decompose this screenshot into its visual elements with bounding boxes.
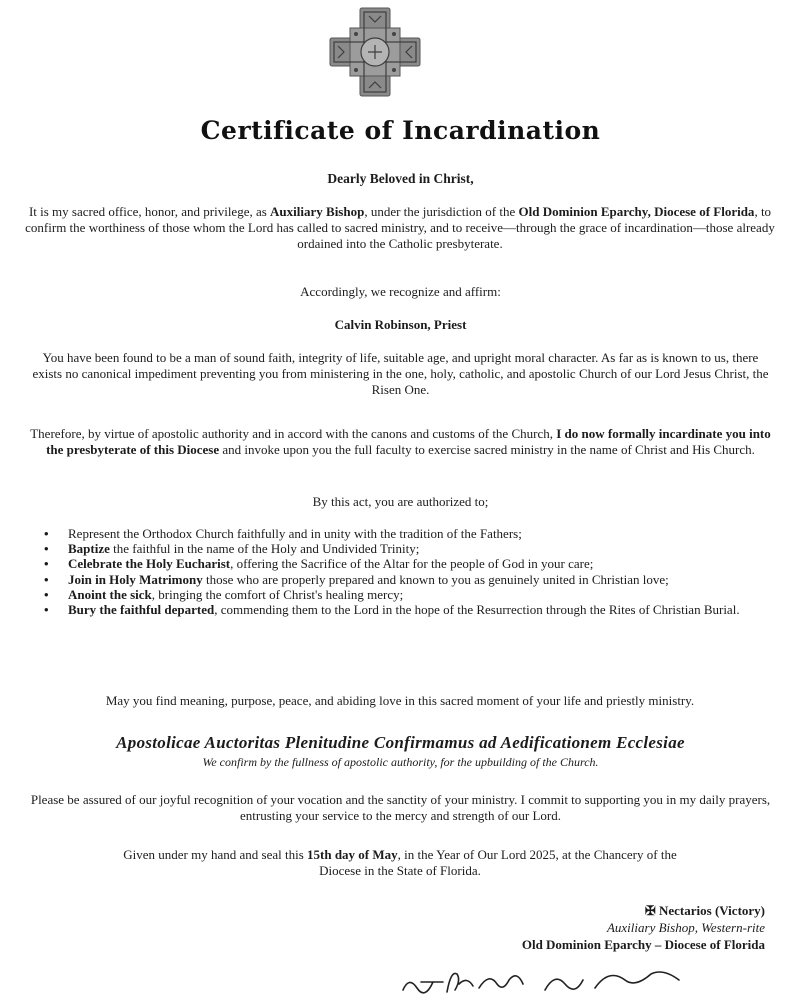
bishop-name: ✠ Nectarios (Victory)	[644, 903, 765, 918]
list-item: • Anoint the sick, bringing the comfort of Christ's healing mercy;	[68, 587, 798, 602]
recipient-name: Calvin Robinson, Priest	[334, 317, 467, 332]
incardination-paragraph: Therefore, by virtue of apostolic authority and in accord with the canons and customs of the Church, I do now formally incardinate you into the presbyterate of this Diocese and invoke upon you the full faculty to exercise sacred ministry in the name of Christ and His Church.	[30, 426, 771, 457]
signature-block	[522, 902, 765, 953]
eparchy-name: Old Dominion Eparchy – Diocese of Florida	[521, 937, 765, 952]
bishop-role: Auxiliary Bishop, Western-rite	[606, 920, 765, 935]
intro-paragraph: It is my sacred office, honor, and privilege, as Auxiliary Bishop, under the jurisdiction of the Old Dominion Eparchy, Diocese of Florida, to confirm the worthiness of those whom the Lord has called to sacred ministry, and to receive—through the grace of incardination—those already ordained into the Catholic presbyterate.	[25, 204, 775, 251]
given-paragraph: Given under my hand and seal this 15th day of May, in the Year of Our Lord 2025, at the Chancery of the Diocese in the State of Florida.	[123, 847, 677, 878]
handwritten-signature-icon	[395, 960, 715, 998]
list-item: • Represent the Orthodox Church faithfully and in unity with the tradition of the Fathers;	[68, 526, 798, 541]
list-item: • Bury the faithful departed, commending them to the Lord in the hope of the Resurrection through the Rites of Christian Burial.	[68, 602, 798, 617]
list-item: • Celebrate the Holy Eucharist, offering the Sacrifice of the Altar for the people of God in your care;	[68, 556, 798, 571]
duties-list	[28, 526, 798, 617]
certificate-title: Certificate of Incardination	[200, 116, 601, 145]
salutation: Dearly Beloved in Christ,	[327, 171, 474, 186]
blessing-paragraph: May you find meaning, purpose, peace, and abiding love in this sacred moment of your life and priestly ministry.	[105, 693, 695, 708]
character-paragraph: You have been found to be a man of sound faith, integrity of life, suitable age, and upright moral character. As far as is known to us, there exists no canonical impediment preventing you from ministering in the one, holy, catholic, and apostolic Church of our Lord Jesus Christ, the Risen One.	[32, 350, 769, 397]
latin-motto: Apostolicae Auctoritas Plenitudine Confirmamus ad Aedificationem Ecclesiae	[116, 733, 685, 752]
motto-translation: We confirm by the fullness of apostolic authority, for the upbuilding of the Church.	[202, 755, 599, 769]
assurance-paragraph: Please be assured of our joyful recognition of your vocation and the sanctity of your ministry. I commit to supporting you in my daily prayers, entrusting your service to the mercy and strength of our Lord.	[30, 792, 771, 823]
list-item: • Baptize the faithful in the name of the Holy and Undivided Trinity;	[68, 541, 798, 556]
affirmation-line: Accordingly, we recognize and affirm:	[300, 284, 501, 299]
list-item: • Join in Holy Matrimony those who are properly prepared and known to you as genuinely united in Christian love;	[68, 572, 798, 587]
authorization-line: By this act, you are authorized to;	[312, 494, 489, 509]
cross-emblem-icon	[320, 6, 430, 98]
